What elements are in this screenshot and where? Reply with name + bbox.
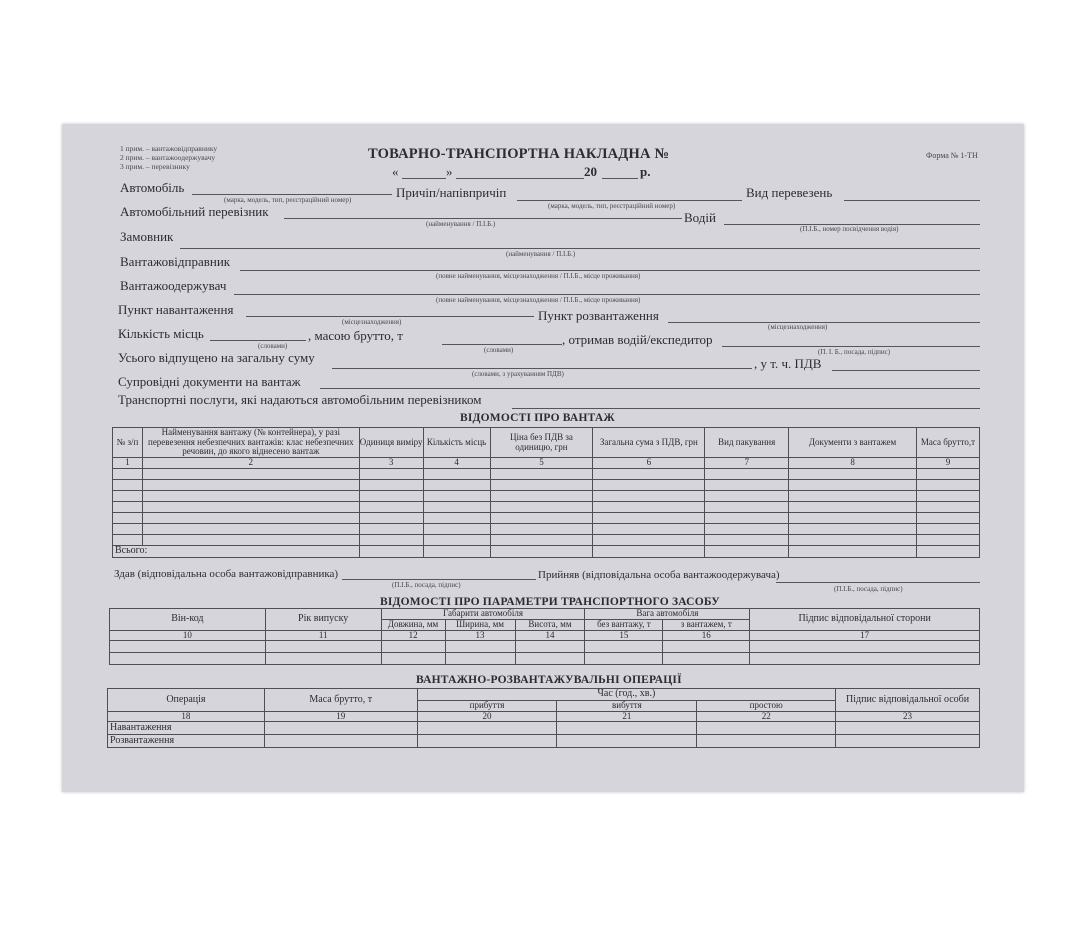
cargo-col-index: 3 [359, 458, 423, 469]
gross-header: Маса брутто, т [264, 689, 417, 712]
date-month-line [456, 178, 584, 179]
shipper-hint: (повне найменування, місцезнаходження / П.І.Б., місце проживання) [436, 272, 641, 280]
cargo-col-sum: Загальна сума з ПДВ, грн [593, 428, 705, 458]
cargo-col-index: 7 [705, 458, 789, 469]
cargo-col-number: № з/п [113, 428, 143, 458]
accepted-label: Прийняв (відповідальна особа вантажоодержувача) [538, 569, 780, 581]
table-row[interactable] [108, 721, 980, 734]
cargo-section-title: ВІДОМОСТІ ПРО ВАНТАЖ [460, 412, 615, 424]
places-count-line[interactable] [210, 340, 306, 341]
with-load-header: з вантажем, т [663, 620, 750, 631]
waybill-sheet [62, 124, 1024, 792]
ops-col-index: 19 [264, 711, 417, 721]
height-header: Висота, мм [515, 620, 585, 631]
vehicle-col-index: 10 [110, 631, 266, 641]
time-header: Час (год., хв.) [417, 689, 835, 701]
cargo-col-index: 6 [593, 458, 705, 469]
transport-type-label: Вид перевезень [746, 185, 833, 200]
arrival-header: прибуття [417, 700, 557, 711]
vat-label: , у т. ч. ПДВ [754, 356, 822, 371]
ops-signature-header: Підпис відповідальної особи [836, 689, 980, 712]
carrier-line[interactable] [284, 218, 682, 219]
table-row[interactable] [108, 734, 980, 747]
loading-point-line[interactable] [246, 316, 534, 317]
customer-hint: (найменування / П.І.Б.) [506, 250, 576, 258]
received-by-line[interactable] [722, 346, 980, 347]
date-year: 20 [584, 164, 597, 179]
table-row[interactable] [113, 469, 980, 480]
cargo-col-index: 8 [789, 458, 917, 469]
accepted-line[interactable] [776, 582, 980, 583]
vehicle-col-index: 14 [515, 631, 585, 641]
table-row[interactable] [113, 502, 980, 513]
ops-section-title: ВАНТАЖНО-РОЗВАНТАЖУВАЛЬНІ ОПЕРАЦІЇ [416, 674, 682, 686]
cargo-col-packing: Вид пакування [705, 428, 789, 458]
table-row[interactable] [113, 491, 980, 502]
consignee-line[interactable] [234, 294, 980, 295]
cargo-col-mass: Маса брутто,т [916, 428, 979, 458]
documents-label: Супровідні документи на вантаж [118, 374, 301, 389]
customer-line[interactable] [180, 248, 980, 249]
no-load-header: без вантажу, т [585, 620, 663, 631]
vehicle-number-row [110, 631, 980, 641]
places-count-label: Кількість місць [118, 326, 204, 341]
cargo-col-places: Кількість місць [423, 428, 490, 458]
date-suffix: р. [640, 164, 651, 179]
date-year-line [602, 178, 638, 179]
weight-header: Вага автомобіля [585, 609, 750, 620]
ops-col-index: 18 [108, 711, 265, 721]
received-by-hint: (П. І. Б., посада, підпис) [818, 348, 891, 356]
dimensions-header: Габарити автомобіля [381, 609, 585, 620]
vehicle-col-index: 11 [265, 631, 381, 641]
cargo-col-index: 5 [490, 458, 593, 469]
total-released-line[interactable] [332, 368, 752, 369]
ops-col-index: 23 [836, 711, 980, 721]
driver-label: Водій [684, 210, 716, 225]
cargo-col-index: 4 [423, 458, 490, 469]
page-title: ТОВАРНО-ТРАНСПОРТНА НАКЛАДНА № [368, 146, 670, 162]
cargo-col-name: Найменування вантажу (№ контейнера), у разі перевезення небезпечних вантажів: клас небезпечних речовин, до якого віднесено вантаж [142, 428, 359, 458]
accepted-hint: (П.І.Б., посада, підпис) [834, 585, 903, 593]
date-day-line [402, 178, 446, 179]
vehicle-col-index: 16 [663, 631, 750, 641]
table-row[interactable] [113, 524, 980, 535]
ops-col-index: 21 [557, 711, 697, 721]
unloading-row-label: Розвантаження [108, 734, 265, 747]
places-words-hint: (словами) [258, 342, 288, 350]
vehicle-col-index: 13 [445, 631, 515, 641]
handed-line[interactable] [342, 579, 536, 580]
table-row[interactable] [110, 653, 980, 665]
width-header: Ширина, мм [445, 620, 515, 631]
idle-header: простою [697, 700, 836, 711]
consignee-hint: (повне найменування, місцезнаходження / П.І.Б., місце проживання) [436, 296, 641, 304]
gross-mass-label: , масою брутто, т [308, 328, 403, 343]
vehicle-params-table [109, 608, 980, 665]
year-header: Рік випуску [265, 609, 381, 631]
copy-note-1: 1 прим. – вантажовідправнику [120, 144, 218, 153]
carrier-hint: (найменування / П.І.Б.) [426, 220, 496, 228]
copy-note-2: 2 прим. – вантажоодержувачу [120, 153, 216, 162]
vehicle-col-index: 17 [750, 631, 980, 641]
total-hint: (словами, з урахуванням ПДВ) [472, 370, 564, 378]
vehicle-col-index: 12 [381, 631, 445, 641]
handed-label: Здав (відповідальна особа вантажовідправника) [114, 568, 339, 580]
services-line[interactable] [512, 408, 980, 409]
cargo-col-index: 1 [113, 458, 143, 469]
cargo-header-row [113, 428, 980, 458]
table-row[interactable] [110, 641, 980, 653]
cargo-table [112, 427, 980, 558]
ops-number-row [108, 711, 980, 721]
loading-hint: (місцезнаходження) [342, 318, 402, 326]
date-quote-close: » [446, 164, 453, 179]
trailer-line[interactable] [517, 200, 742, 201]
cargo-col-index: 9 [916, 458, 979, 469]
transport-type-line[interactable] [844, 200, 980, 201]
length-header: Довжина, мм [381, 620, 445, 631]
vat-line[interactable] [832, 370, 980, 371]
departure-header: вибуття [557, 700, 697, 711]
driver-hint: (П.І.Б., номер посвідчення водія) [800, 225, 899, 233]
table-row[interactable] [113, 513, 980, 524]
services-label: Транспортні послуги, які надаються автомобільним перевізником [118, 392, 482, 407]
date-quote-open: « [392, 164, 399, 179]
copy-note-3: 3 прим. – перевізнику [120, 162, 190, 171]
cargo-col-price: Ціна без ПДВ за одиницю, грн [490, 428, 593, 458]
unloading-hint: (місцезнаходження) [768, 323, 828, 331]
ops-col-index: 20 [417, 711, 557, 721]
cargo-total-label: Всього: [113, 546, 360, 558]
total-released-label: Усього відпущено на загальну суму [118, 350, 315, 365]
gross-mass-line[interactable] [442, 344, 562, 345]
form-code: Форма № 1-ТН [926, 151, 978, 160]
documents-line[interactable] [320, 388, 980, 389]
trailer-hint: (марка, модель, тип, реєстраційний номер) [548, 202, 676, 210]
cargo-number-row [113, 458, 980, 469]
consignee-label: Вантажоодержувач [120, 278, 227, 293]
cargo-col-documents: Документи з вантажем [789, 428, 917, 458]
table-row[interactable] [113, 480, 980, 491]
unloading-point-label: Пункт розвантаження [538, 308, 659, 323]
vehicle-label: Автомобіль [120, 180, 185, 195]
trailer-label: Причіп/напівпричіп [396, 185, 507, 200]
customer-label: Замовник [120, 229, 174, 244]
carrier-label: Автомобільний перевізник [120, 204, 269, 219]
vehicle-section-title: ВІДОМОСТІ ПРО ПАРАМЕТРИ ТРАНСПОРТНОГО ЗАСОБУ [380, 596, 720, 608]
loading-point-label: Пункт навантаження [118, 302, 234, 317]
shipper-label: Вантажовідправник [120, 254, 231, 269]
ops-col-index: 22 [697, 711, 836, 721]
mass-words-hint: (словами) [484, 346, 514, 354]
operation-header: Операція [108, 689, 265, 712]
loading-row-label: Навантаження [108, 721, 265, 734]
vehicle-hint: (марка, модель, тип, реєстраційний номер) [224, 196, 352, 204]
vehicle-signature-header: Підпис відповідальної сторони [750, 609, 980, 631]
cargo-total-row [113, 546, 980, 558]
table-row[interactable] [113, 535, 980, 546]
shipper-line[interactable] [240, 270, 980, 271]
cargo-col-unit: Одиниця виміру [359, 428, 423, 458]
operations-table [107, 688, 980, 748]
vehicle-col-index: 15 [585, 631, 663, 641]
vin-header: Він-код [110, 609, 266, 631]
cargo-col-index: 2 [142, 458, 359, 469]
vehicle-line[interactable] [192, 194, 392, 195]
received-by-label: , отримав водій/експедитор [562, 332, 713, 347]
handed-hint: (П.І.Б., посада, підпис) [392, 581, 461, 589]
